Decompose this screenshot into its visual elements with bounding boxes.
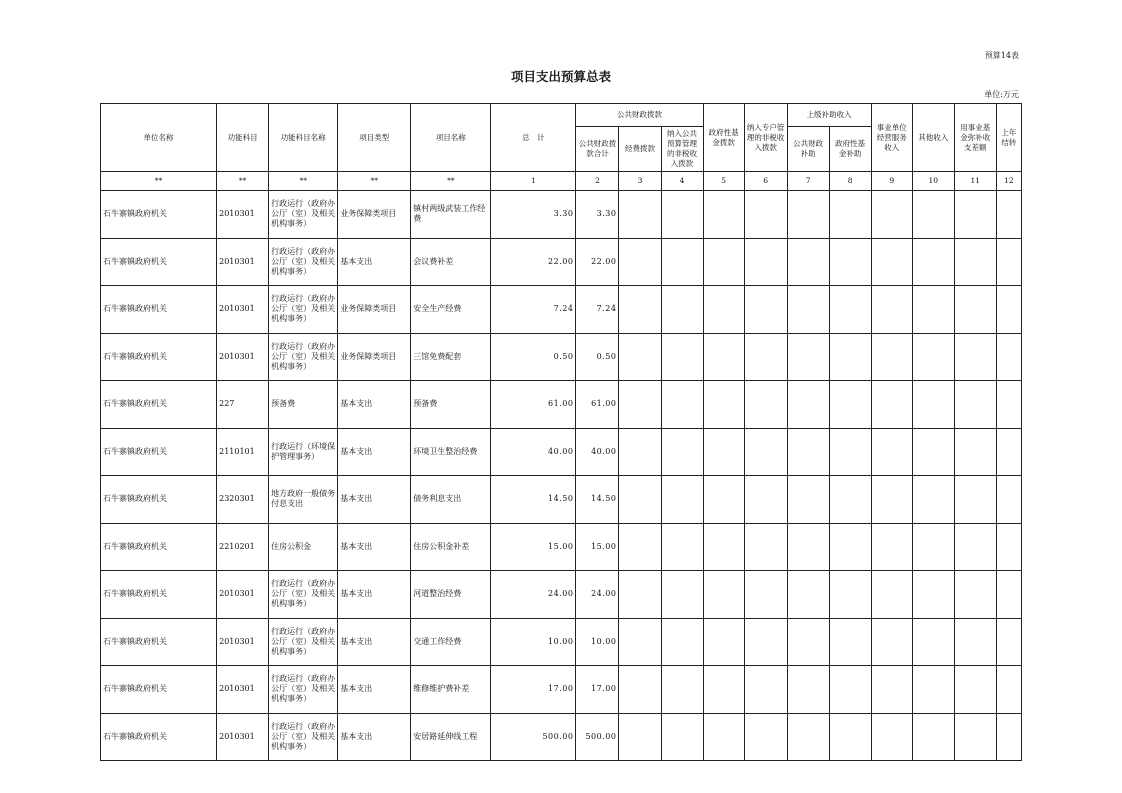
cell-func-code: 2010301 (217, 286, 269, 334)
empty-cell (871, 571, 912, 619)
empty-cell (912, 381, 954, 429)
empty-cell (619, 381, 661, 429)
header-gov-fund-base: 政府性基金拨款 (703, 104, 744, 172)
empty-cell (996, 618, 1021, 666)
cell-func-code: 2010301 (217, 238, 269, 286)
empty-cell (661, 571, 703, 619)
cell-proj-type: 基本支出 (338, 428, 411, 476)
cell-proj-type: 业务保障类项目 (338, 191, 411, 239)
cell-total: 3.30 (491, 191, 576, 239)
empty-cell (996, 666, 1021, 714)
table-row (101, 476, 1022, 524)
empty-cell (954, 286, 996, 334)
empty-cell (996, 713, 1021, 761)
table-row (101, 333, 1022, 381)
cell-func-code: 2010301 (217, 666, 269, 714)
table-body (101, 172, 1022, 761)
table-row (101, 666, 1022, 714)
cell-unit-name: 石牛寨镇政府机关 (101, 381, 217, 429)
empty-cell (871, 476, 912, 524)
cell-total: 15.00 (491, 523, 576, 571)
index-cell: 3 (619, 172, 661, 191)
cell-proj-type: 基本支出 (338, 618, 411, 666)
empty-cell (912, 191, 954, 239)
empty-cell (829, 333, 871, 381)
empty-cell (829, 666, 871, 714)
cell-gov-fund-total: 24.00 (576, 571, 619, 619)
empty-cell (829, 523, 871, 571)
index-cell: 2 (576, 172, 619, 191)
cell-unit-name: 石牛寨镇政府机关 (101, 618, 217, 666)
empty-cell (829, 238, 871, 286)
table-row (101, 571, 1022, 619)
header-func-code: 功能科目 (217, 104, 269, 172)
index-cell: 5 (703, 172, 744, 191)
header-unit-name: 单位名称 (101, 104, 217, 172)
empty-cell (829, 428, 871, 476)
empty-cell (744, 238, 787, 286)
empty-cell (996, 571, 1021, 619)
empty-cell (619, 523, 661, 571)
cell-unit-name: 石牛寨镇政府机关 (101, 191, 217, 239)
empty-cell (787, 333, 829, 381)
cell-proj-name: 安全生产经费 (411, 286, 491, 334)
empty-cell (954, 713, 996, 761)
empty-cell (954, 523, 996, 571)
cell-unit-name: 石牛寨镇政府机关 (101, 571, 217, 619)
empty-cell (661, 713, 703, 761)
cell-proj-name: 预备费 (411, 381, 491, 429)
empty-cell (619, 286, 661, 334)
empty-cell (871, 523, 912, 571)
empty-cell (787, 476, 829, 524)
empty-cell (744, 381, 787, 429)
empty-cell (661, 238, 703, 286)
empty-cell (661, 476, 703, 524)
empty-cell (954, 191, 996, 239)
cell-proj-type: 基本支出 (338, 666, 411, 714)
empty-cell (661, 333, 703, 381)
empty-cell (787, 618, 829, 666)
empty-cell (912, 286, 954, 334)
empty-cell (703, 713, 744, 761)
cell-total: 40.00 (491, 428, 576, 476)
cell-func-code: 2320301 (217, 476, 269, 524)
empty-cell (787, 571, 829, 619)
empty-cell (787, 381, 829, 429)
cell-proj-name: 债务利息支出 (411, 476, 491, 524)
empty-cell (871, 381, 912, 429)
empty-cell (703, 333, 744, 381)
empty-cell (954, 666, 996, 714)
empty-cell (661, 523, 703, 571)
empty-cell (744, 523, 787, 571)
cell-func-code: 2010301 (217, 618, 269, 666)
cell-func-name: 行政运行（政府办公厅（室）及相关机构事务） (269, 333, 338, 381)
empty-cell (661, 191, 703, 239)
cell-gov-fund-total: 14.50 (576, 476, 619, 524)
cell-total: 500.00 (491, 713, 576, 761)
empty-cell (996, 523, 1021, 571)
empty-cell (829, 476, 871, 524)
cell-func-code: 2010301 (217, 191, 269, 239)
cell-func-name: 行政运行（政府办公厅（室）及相关机构事务） (269, 238, 338, 286)
cell-unit-name: 石牛寨镇政府机关 (101, 476, 217, 524)
empty-cell (619, 333, 661, 381)
cell-func-name: 行政运行（政府办公厅（室）及相关机构事务） (269, 191, 338, 239)
empty-cell (829, 713, 871, 761)
cell-func-name: 行政运行（政府办公厅（室）及相关机构事务） (269, 618, 338, 666)
empty-cell (954, 333, 996, 381)
header-carryover: 上年结转 (996, 104, 1021, 172)
cell-proj-name: 维修维护费补差 (411, 666, 491, 714)
table-row (101, 713, 1022, 761)
header-gov-fund: 公共财政拨款 (576, 104, 703, 127)
cell-proj-name: 环境卫生整治经费 (411, 428, 491, 476)
index-cell: 8 (829, 172, 871, 191)
cell-proj-name: 会议费补差 (411, 238, 491, 286)
header-special-nontax: 纳入专户管理的非税收入拨款 (744, 104, 787, 172)
empty-cell (661, 666, 703, 714)
empty-cell (787, 428, 829, 476)
empty-cell (871, 238, 912, 286)
header-func-name: 功能科目名称 (269, 104, 338, 172)
table-row (101, 618, 1022, 666)
table-row (101, 238, 1022, 286)
empty-cell (744, 191, 787, 239)
empty-cell (744, 666, 787, 714)
empty-cell (912, 666, 954, 714)
index-cell: ** (101, 172, 217, 191)
empty-cell (744, 333, 787, 381)
project-budget-table (100, 103, 1022, 761)
cell-unit-name: 石牛寨镇政府机关 (101, 523, 217, 571)
cell-gov-fund-total: 500.00 (576, 713, 619, 761)
empty-cell (661, 286, 703, 334)
cell-gov-fund-total: 22.00 (576, 238, 619, 286)
empty-cell (829, 618, 871, 666)
empty-cell (871, 618, 912, 666)
index-cell: ** (217, 172, 269, 191)
cell-func-code: 227 (217, 381, 269, 429)
cell-func-name: 预备费 (269, 381, 338, 429)
cell-proj-type: 业务保障类项目 (338, 333, 411, 381)
cell-total: 61.00 (491, 381, 576, 429)
empty-cell (996, 286, 1021, 334)
empty-cell (703, 571, 744, 619)
empty-cell (787, 286, 829, 334)
index-cell: ** (338, 172, 411, 191)
cell-unit-name: 石牛寨镇政府机关 (101, 713, 217, 761)
header-gov-fund-total: 公共财政拨款合计 (576, 127, 619, 172)
empty-cell (871, 191, 912, 239)
cell-total: 24.00 (491, 571, 576, 619)
empty-cell (829, 571, 871, 619)
cell-gov-fund-total: 0.50 (576, 333, 619, 381)
header-total: 总 计 (491, 104, 576, 172)
empty-cell (744, 571, 787, 619)
cell-proj-name: 三馆免费配套 (411, 333, 491, 381)
cell-func-name: 地方政府一般债务付息支出 (269, 476, 338, 524)
empty-cell (703, 666, 744, 714)
empty-cell (912, 618, 954, 666)
header-proj-type: 项目类型 (338, 104, 411, 172)
index-cell: 7 (787, 172, 829, 191)
empty-cell (703, 618, 744, 666)
empty-cell (996, 333, 1021, 381)
cell-total: 0.50 (491, 333, 576, 381)
empty-cell (744, 428, 787, 476)
cell-func-code: 2210201 (217, 523, 269, 571)
cell-total: 22.00 (491, 238, 576, 286)
cell-gov-fund-total: 40.00 (576, 428, 619, 476)
cell-func-code: 2010301 (217, 333, 269, 381)
empty-cell (703, 238, 744, 286)
empty-cell (912, 238, 954, 286)
table-row (101, 381, 1022, 429)
table-row (101, 191, 1022, 239)
cell-proj-type: 基本支出 (338, 238, 411, 286)
empty-cell (661, 428, 703, 476)
cell-proj-name: 河道整治经费 (411, 571, 491, 619)
index-cell: 12 (996, 172, 1021, 191)
empty-cell (661, 381, 703, 429)
table-row (101, 523, 1022, 571)
unit-label: 单位:万元 (984, 90, 1019, 99)
empty-cell (954, 238, 996, 286)
empty-cell (703, 523, 744, 571)
cell-total: 17.00 (491, 666, 576, 714)
cell-gov-fund-total: 61.00 (576, 381, 619, 429)
cell-gov-fund-total: 17.00 (576, 666, 619, 714)
cell-unit-name: 石牛寨镇政府机关 (101, 333, 217, 381)
cell-proj-name: 交通工作经费 (411, 618, 491, 666)
empty-cell (912, 476, 954, 524)
cell-gov-fund-total: 10.00 (576, 618, 619, 666)
empty-cell (787, 666, 829, 714)
empty-cell (787, 523, 829, 571)
header-superior-public: 公共财政补助 (787, 127, 829, 172)
empty-cell (787, 238, 829, 286)
empty-cell (787, 191, 829, 239)
cell-func-name: 行政运行（政府办公厅（室）及相关机构事务） (269, 713, 338, 761)
empty-cell (619, 238, 661, 286)
cell-proj-type: 基本支出 (338, 476, 411, 524)
empty-cell (744, 713, 787, 761)
cell-total: 14.50 (491, 476, 576, 524)
empty-cell (619, 428, 661, 476)
empty-cell (703, 381, 744, 429)
page-title: 项目支出预算总表 (510, 69, 611, 84)
empty-cell (996, 428, 1021, 476)
empty-cell (954, 428, 996, 476)
empty-cell (744, 476, 787, 524)
empty-cell (996, 238, 1021, 286)
empty-cell (619, 713, 661, 761)
index-cell: 1 (491, 172, 576, 191)
empty-cell (871, 713, 912, 761)
index-cell: 10 (912, 172, 954, 191)
cell-unit-name: 石牛寨镇政府机关 (101, 238, 217, 286)
empty-cell (912, 571, 954, 619)
header-nontax-in-budget: 纳入公共预算管理的非税收入拨款 (661, 127, 703, 172)
empty-cell (703, 476, 744, 524)
empty-cell (787, 713, 829, 761)
empty-cell (996, 191, 1021, 239)
empty-cell (703, 428, 744, 476)
empty-cell (912, 713, 954, 761)
index-cell: 9 (871, 172, 912, 191)
form-number: 预算14表 (984, 51, 1019, 60)
cell-func-code: 2010301 (217, 713, 269, 761)
header-superior-fund: 政府性基金补助 (829, 127, 871, 172)
cell-gov-fund-total: 3.30 (576, 191, 619, 239)
header-reserve-fund: 用事业基金弥补收支差额 (954, 104, 996, 172)
empty-cell (744, 286, 787, 334)
empty-cell (996, 381, 1021, 429)
index-row (101, 172, 1022, 191)
empty-cell (619, 666, 661, 714)
empty-cell (829, 286, 871, 334)
index-cell: 6 (744, 172, 787, 191)
empty-cell (954, 571, 996, 619)
header-other-income: 其他收入 (912, 104, 954, 172)
cell-unit-name: 石牛寨镇政府机关 (101, 666, 217, 714)
empty-cell (912, 333, 954, 381)
cell-gov-fund-total: 15.00 (576, 523, 619, 571)
cell-func-code: 2110101 (217, 428, 269, 476)
empty-cell (912, 428, 954, 476)
empty-cell (744, 618, 787, 666)
empty-cell (954, 476, 996, 524)
empty-cell (954, 381, 996, 429)
empty-cell (871, 286, 912, 334)
empty-cell (703, 191, 744, 239)
cell-proj-name: 镇村两级武装工作经费 (411, 191, 491, 239)
index-cell: 4 (661, 172, 703, 191)
cell-unit-name: 石牛寨镇政府机关 (101, 428, 217, 476)
header-proj-name: 项目名称 (411, 104, 491, 172)
cell-total: 10.00 (491, 618, 576, 666)
table-row (101, 428, 1022, 476)
index-cell: ** (269, 172, 338, 191)
cell-func-name: 行政运行（政府办公厅（室）及相关机构事务） (269, 666, 338, 714)
cell-total: 7.24 (491, 286, 576, 334)
cell-func-name: 行政运行（政府办公厅（室）及相关机构事务） (269, 286, 338, 334)
empty-cell (871, 428, 912, 476)
empty-cell (996, 476, 1021, 524)
empty-cell (829, 381, 871, 429)
header-service-income: 事业单位经营服务收入 (871, 104, 912, 172)
empty-cell (912, 523, 954, 571)
index-cell: ** (411, 172, 491, 191)
empty-cell (871, 666, 912, 714)
empty-cell (619, 571, 661, 619)
index-cell: 11 (954, 172, 996, 191)
empty-cell (954, 618, 996, 666)
cell-proj-name: 住房公积金补差 (411, 523, 491, 571)
cell-proj-name: 安居路延伸线工程 (411, 713, 491, 761)
cell-func-name: 住房公积金 (269, 523, 338, 571)
cell-func-code: 2010301 (217, 571, 269, 619)
empty-cell (619, 191, 661, 239)
empty-cell (661, 618, 703, 666)
empty-cell (871, 333, 912, 381)
empty-cell (619, 476, 661, 524)
empty-cell (703, 286, 744, 334)
cell-unit-name: 石牛寨镇政府机关 (101, 286, 217, 334)
empty-cell (619, 618, 661, 666)
cell-proj-type: 基本支出 (338, 381, 411, 429)
header-superior: 上级补助收入 (787, 104, 871, 127)
cell-proj-type: 基本支出 (338, 523, 411, 571)
empty-cell (829, 191, 871, 239)
table-row (101, 286, 1022, 334)
cell-proj-type: 基本支出 (338, 571, 411, 619)
cell-proj-type: 业务保障类项目 (338, 286, 411, 334)
cell-gov-fund-total: 7.24 (576, 286, 619, 334)
cell-func-name: 行政运行（政府办公厅（室）及相关机构事务） (269, 571, 338, 619)
cell-proj-type: 基本支出 (338, 713, 411, 761)
header-expense-fund: 经费拨款 (619, 127, 661, 172)
cell-func-name: 行政运行（环境保护管理事务） (269, 428, 338, 476)
